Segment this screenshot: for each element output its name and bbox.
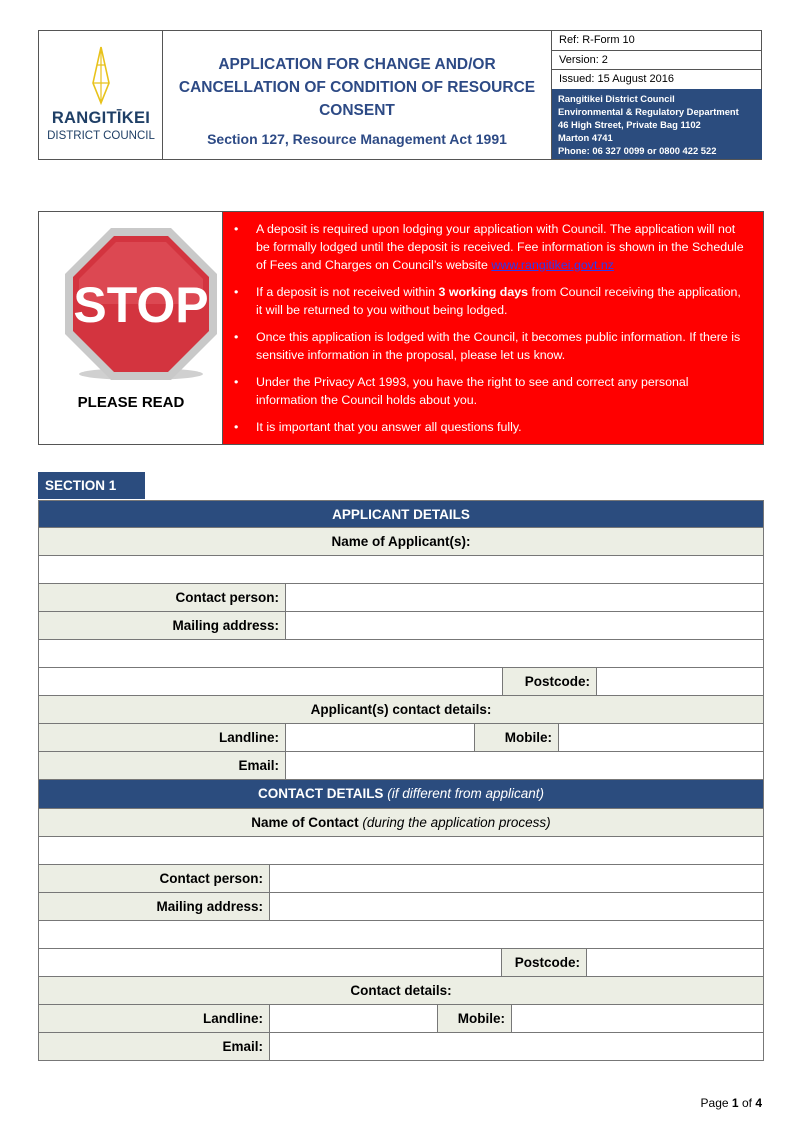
contact-details-title: CONTACT DETAILS [257, 786, 384, 801]
council-phone: Phone: 06 327 0099 or 0800 422 522 [558, 145, 717, 156]
logo-subtitle: DISTRICT COUNCIL [47, 130, 155, 142]
mailing-address-label-2: Mailing address: [39, 893, 269, 920]
landline-label: Landline: [39, 724, 285, 751]
mobile-label-2: Mobile: [437, 1005, 511, 1032]
mobile-label: Mobile: [474, 724, 558, 751]
applicant-postcode-row [38, 668, 764, 696]
notice-item-deposit [256, 220, 749, 274]
contact-name-input[interactable] [38, 837, 764, 865]
council-contact-block [552, 89, 762, 159]
applicant-postcode-input[interactable] [596, 668, 763, 695]
issued-field: Issued: 15 August 2016 [559, 73, 674, 85]
applicant-mobile-input[interactable] [558, 724, 763, 751]
contact-mailing-address-input[interactable] [269, 893, 763, 920]
contact-details-note: (if different from applicant) [387, 786, 545, 801]
notice-working-days-post: from Council receiving the application, it will be returned to you without being lodged. [256, 285, 741, 317]
notice-text-panel [223, 212, 763, 444]
applicant-name-input[interactable] [38, 556, 764, 584]
form-title: APPLICATION FOR CHANGE AND/OR CANCELLATION OF CONDITION OF RESOURCE CONSENT [178, 56, 536, 119]
contact-landline-input[interactable] [269, 1005, 437, 1032]
postcode-label-2: Postcode: [501, 949, 586, 976]
notice-box [38, 211, 764, 445]
notice-working-days-pre: If a deposit is not received within [256, 285, 439, 299]
notice-item-public-info: • Once this application is lodged with the Council, it becomes public information. If there is sensitive information in the proposal, please let us know. [256, 328, 749, 364]
council-department: Environmental & Regulatory Department [558, 106, 739, 117]
logo-name: RANGITĪKEI [51, 109, 151, 127]
contact-details-label: Contact details: [38, 977, 764, 1005]
form-header [38, 30, 762, 160]
contact-mailing-address-row [38, 893, 764, 921]
version-field: Version: 2 [552, 51, 762, 70]
contact-mobile-input[interactable] [511, 1005, 763, 1032]
applicant-landline-input[interactable] [285, 724, 474, 751]
email-label-2: Email: [39, 1033, 269, 1060]
stop-sign-icon [61, 224, 221, 384]
council-logo-icon [79, 45, 123, 105]
form-subtitle: Section 127, Resource Management Act 1991 [207, 131, 507, 147]
contact-phone-row [38, 1005, 764, 1033]
mailing-address-label: Mailing address: [39, 612, 285, 639]
contact-address-line-3-input[interactable] [39, 949, 501, 976]
page-of-word: of [741, 1096, 752, 1110]
council-address: 46 High Street, Private Bag 1102 [558, 119, 701, 130]
applicant-contact-details-label: Applicant(s) contact details: [38, 696, 764, 724]
applicant-address-line-3-input[interactable] [39, 668, 502, 695]
applicant-email-input[interactable] [285, 752, 763, 779]
contact-postcode-row [38, 949, 764, 977]
council-website-link[interactable]: www.rangitikei.govt.nz [491, 258, 614, 272]
notice-working-days-bold: 3 working days [438, 285, 529, 299]
notice-item-privacy: • Under the Privacy Act 1993, you have the right to see and correct any personal information the Council holds about you. [256, 373, 749, 409]
page-total: 4 [755, 1096, 762, 1110]
please-read-label: PLEASE READ [77, 394, 185, 411]
notice-list [223, 212, 763, 436]
contact-details-band [38, 780, 764, 809]
title-cell [163, 31, 552, 159]
applicant-email-row [38, 752, 764, 780]
applicant-mailing-address-input[interactable] [285, 612, 763, 639]
contact-person-label-2: Contact person: [39, 865, 269, 892]
page-word: Page [700, 1096, 729, 1110]
contact-postcode-input[interactable] [586, 949, 763, 976]
section-1-tab: SECTION 1 [38, 472, 145, 499]
notice-deposit-text: A deposit is required upon lodging your application with Council. The application will not be formally lodged until the deposit is received. Fee information is shown in the Schedule of Fees and Charges on Council’s website [256, 222, 744, 272]
logo-cell [39, 31, 163, 159]
name-of-applicants-label: Name of Applicant(s): [38, 528, 764, 556]
applicant-details-band: APPLICANT DETAILS [38, 500, 764, 528]
applicant-contact-person-input[interactable] [285, 584, 763, 611]
landline-label-2: Landline: [39, 1005, 269, 1032]
applicant-mailing-address-row [38, 612, 764, 640]
contact-person-input[interactable] [269, 865, 763, 892]
contact-person-label: Contact person: [39, 584, 285, 611]
name-of-contact-label: Name of Contact [251, 815, 359, 830]
contact-email-input[interactable] [269, 1033, 763, 1060]
stop-panel [39, 212, 223, 444]
notice-item-working-days [256, 283, 749, 319]
council-town: Marton 4741 [558, 132, 613, 143]
name-of-contact-note: (during the application process) [362, 815, 551, 830]
applicant-address-line-2-input[interactable] [38, 640, 764, 668]
ref-field: Ref: R-Form 10 [552, 31, 762, 51]
notice-item-answer-fully: • It is important that you answer all questions fully. [256, 418, 749, 436]
council-name: Rangitikei District Council [558, 93, 675, 104]
applicant-phone-row [38, 724, 764, 752]
contact-address-line-2-input[interactable] [38, 921, 764, 949]
contact-person-row [38, 865, 764, 893]
page-number [701, 1096, 762, 1110]
postcode-label: Postcode: [502, 668, 596, 695]
contact-email-row [38, 1033, 764, 1061]
stop-sign-text: STOP [73, 277, 209, 333]
page-current: 1 [731, 1096, 739, 1110]
name-of-contact-label-row [38, 809, 764, 837]
email-label: Email: [39, 752, 285, 779]
applicant-contact-person-row [38, 584, 764, 612]
